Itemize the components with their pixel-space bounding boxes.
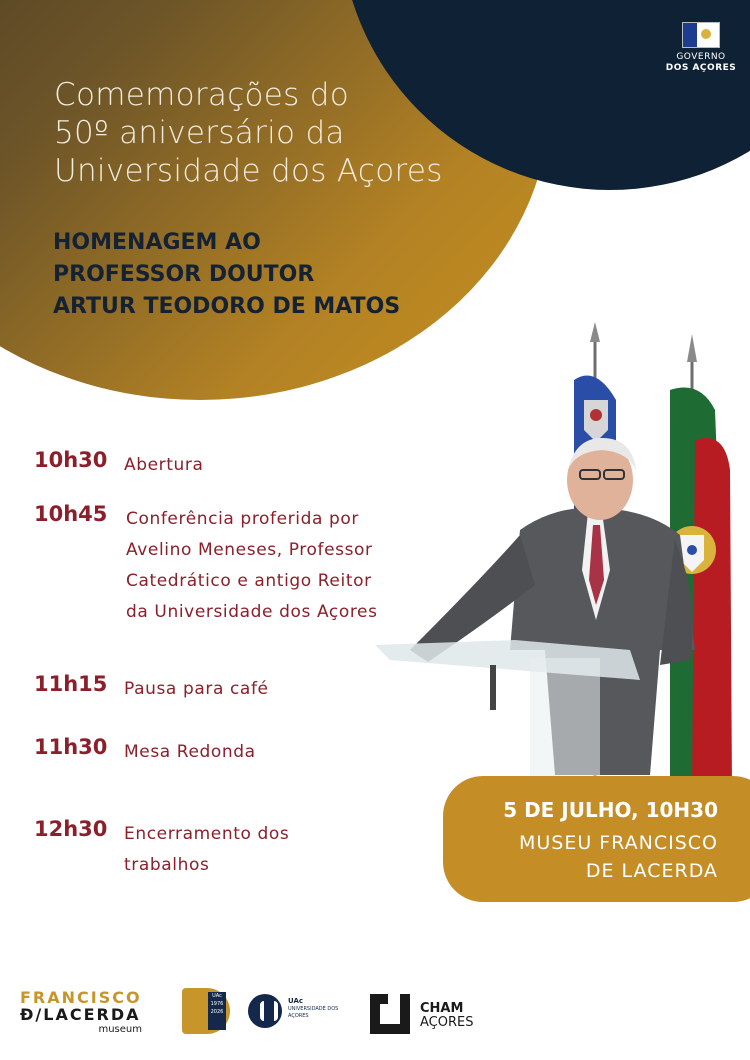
schedule-description: Pausa para café bbox=[124, 679, 269, 699]
title-line: 50º aniversário da bbox=[54, 115, 345, 151]
schedule-description: Conferência proferida por Avelino Meneses, Professor Catedrático e antigo Reitor da Universidade dos Açores bbox=[126, 509, 378, 622]
homage-subtitle bbox=[53, 227, 400, 323]
uac-abbrev: UAc bbox=[288, 997, 304, 1005]
gov-logo-line1: GOVERNO bbox=[676, 52, 726, 62]
cham-acores-logo bbox=[370, 994, 480, 1038]
gov-logo-line2: DOS AÇORES bbox=[665, 63, 737, 73]
schedule-time: 12h30 bbox=[34, 817, 108, 841]
event-place: MUSEU FRANCISCO DE LACERDA bbox=[518, 832, 718, 882]
schedule-description: Mesa Redonda bbox=[124, 742, 256, 762]
uac-50-anos-logo bbox=[182, 986, 339, 1038]
event-title bbox=[54, 76, 484, 190]
subtitle-line: PROFESSOR DOUTOR bbox=[53, 262, 315, 287]
uac-anniversary-mark: UAc 1976 2026 bbox=[182, 988, 230, 1034]
uac-seal-icon bbox=[248, 994, 282, 1028]
subtitle-line: HOMENAGEM AO bbox=[53, 230, 261, 255]
schedule-description: Encerramento dos trabalhos bbox=[124, 824, 290, 875]
francisco-lacerda-museum-logo: FRANCISCO Ð/LACERDA museum bbox=[20, 988, 142, 1035]
title-line: Comemorações do bbox=[54, 77, 350, 113]
schedule-time: 11h30 bbox=[34, 735, 108, 759]
schedule-time: 10h45 bbox=[34, 502, 108, 526]
schedule-time: 11h15 bbox=[34, 672, 108, 696]
schedule-description: Abertura bbox=[124, 455, 204, 475]
cham-line1: CHAM bbox=[420, 1001, 464, 1016]
azores-flag-icon bbox=[682, 22, 720, 48]
governo-acores-logo bbox=[662, 22, 740, 74]
date-venue-badge bbox=[443, 776, 750, 902]
cham-mark-icon bbox=[370, 994, 410, 1034]
schedule-time: 10h30 bbox=[34, 448, 108, 472]
uac-full-name: UNIVERSIDADE DOS AÇORES bbox=[288, 1006, 339, 1019]
title-line: Universidade dos Açores bbox=[54, 153, 443, 189]
cham-line2: AÇORES bbox=[420, 1015, 474, 1030]
speaker-photo bbox=[370, 320, 750, 790]
subtitle-line: ARTUR TEODORO DE MATOS bbox=[53, 294, 401, 319]
event-date: 5 DE JULHO, 10H30 bbox=[503, 798, 718, 822]
